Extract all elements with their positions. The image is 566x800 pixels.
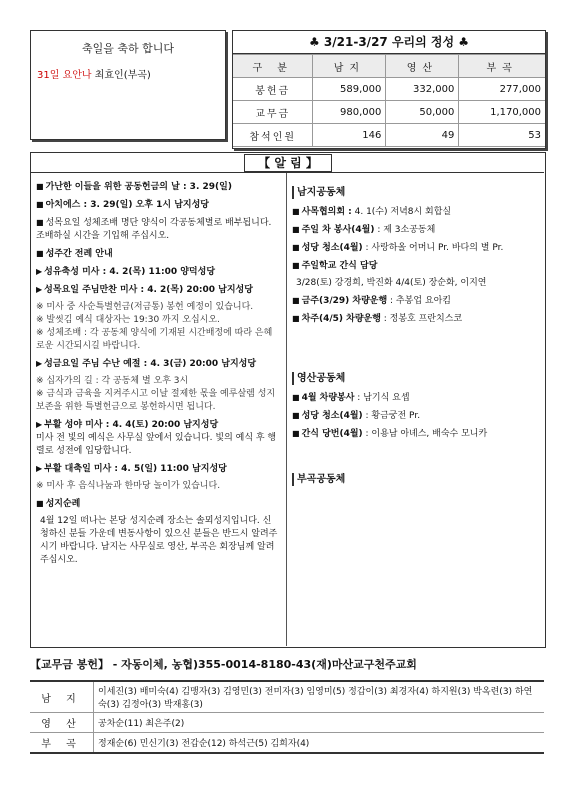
notice-text: 4월 12일 떠나는 본당 성지순례 장소는 솔뫼성지입니다. 신청하신 분들 가운데 변동사항이 있으신 분들은 반드시 알려주시기 바랍니다. 남지는 사무실로 영산, 부곡은 회장님께 알려주십시오.: [40, 516, 278, 565]
value-cell: 277,000: [459, 78, 545, 101]
notice-item: ▶ 성목요일 주님만찬 미사 : 4. 2(목) 20:00 남지성당: [36, 285, 253, 295]
notice-note: ※ 미사 후 음식나눔과 한마당 놀이가 있습니다.: [36, 481, 221, 491]
notice-text: 미사 전 빛의 예식은 사무실 앞에서 있습니다. 빛의 예식 후 행렬로 성전에 입당합니다.: [36, 433, 277, 456]
header-cell: 구 분: [233, 55, 313, 78]
row-label: 봉헌금: [233, 78, 313, 101]
donor-table: [30, 682, 544, 752]
donor-names: 정재순(6) 민신기(3) 전갑순(12) 하석근(5) 김희자(4): [94, 733, 545, 753]
value-cell: 332,000: [386, 78, 459, 101]
notice-item: ▶ 부활 성야 미사 : 4. 4(토) 20:00 남지성당: [36, 420, 219, 430]
donor-list: [30, 680, 544, 754]
donor-row: [30, 713, 544, 733]
value-cell: 980,000: [313, 101, 386, 124]
notice-note: ※ 발씻김 예식 대상자는 19:30 까지 오십시오.: [36, 315, 220, 325]
offering-table: [233, 54, 545, 147]
value-cell: 50,000: [386, 101, 459, 124]
value-cell: 589,000: [313, 78, 386, 101]
value-cell: 146: [313, 124, 386, 147]
donor-community: 남 지: [30, 682, 94, 713]
notice-item: ■ 사목협의회 : 4. 1(수) 저녁8시 회합실: [292, 207, 452, 217]
notice-item: ■ 성주간 전례 안내: [36, 249, 113, 259]
group-title-namji: 남지공동체: [292, 186, 540, 199]
row-label: 참석인원: [233, 124, 313, 147]
notice-item: ■ 성당 청소(4월) : 황금궁전 Pr.: [292, 411, 421, 421]
notice-item: ■ 주일 차 봉사(4월) : 제 3소공동체: [292, 225, 436, 235]
notice-item: ▶ 부활 대축일 미사 : 4. 5(일) 11:00 남지성당: [36, 464, 227, 474]
offering-title: ♣ 3/21-3/27 우리의 정성 ♣: [233, 31, 545, 54]
donor-names: 이세진(3) 배미숙(4) 김맹자(3) 김영민(3) 전미자(3) 임영미(5) 정갑이(3) 최경자(4) 하지원(3) 박옥련(3) 하연숙(3) 김정아(3) 박재홍(3): [98, 687, 533, 710]
notice-left-column: [36, 180, 280, 571]
donor-community: 영 산: [30, 713, 94, 733]
feast-day-entry: [37, 66, 225, 81]
notice-note: ※ 금식과 금육을 지켜주시고 이날 절제한 몫을 예루살렘 성지보존을 위한 특별헌금으로 봉헌하시면 됩니다.: [36, 389, 276, 412]
group-title-bugok: 부곡공동체: [292, 473, 540, 486]
notice-item: ■ 성목요일 성체조배 명단 양식이 각공동체별로 배부됩니다. 조배하실 시간을 기입해 주십시오.: [36, 218, 272, 241]
offering-row: [233, 78, 545, 101]
value-cell: 53: [459, 124, 545, 147]
offering-header-row: [233, 55, 545, 78]
notice-item: ■ 성당 청소(4월) : 사랑하올 어머니 Pr. 바다의 별 Pr.: [292, 243, 504, 253]
notice-right-column: [292, 180, 540, 492]
row-label: 교무금: [233, 101, 313, 124]
donor-names: 공차순(11) 최은주(2): [94, 713, 545, 733]
notice-note: ※ 십자가의 길 : 각 공동체 별 오후 3시: [36, 376, 189, 386]
notice-title: 【 알 림 】: [244, 154, 332, 172]
feast-day-title: 축일을 축하 합니다: [81, 42, 174, 55]
value-cell: 49: [386, 124, 459, 147]
offering-row: [233, 101, 545, 124]
notice-item: ■ 아치에스 : 3. 29(일) 오후 1시 남지성당: [36, 200, 209, 210]
donor-row: [30, 682, 544, 713]
notice-item: ■ 가난한 이들을 위한 공동헌금의 날 : 3. 29(일): [36, 182, 232, 192]
offering-row: [233, 124, 545, 147]
notice-item: ▶ 성유축성 미사 : 4. 2(목) 11:00 양덕성당: [36, 267, 216, 277]
offering-summary: [232, 30, 546, 149]
notice-item: ■ 주일학교 간식 담당: [292, 261, 378, 271]
bank-transfer-info: 【교무금 봉헌】 - 자동이체, 농협)355-0014-8180-43(재)마산교구천주교회: [30, 658, 417, 671]
donor-community: 부 곡: [30, 733, 94, 753]
notice-item: ■ 간식 당번(4월) : 이용남 아녜스, 배숙수 모니카: [292, 429, 488, 439]
notice-item: ■ 4월 차량봉사 : 남기식 요셉: [292, 393, 410, 403]
notice-note: ※ 미사 중 사순특별헌금(저금통) 봉헌 예정이 있습니다.: [36, 302, 254, 312]
header-cell: 영산: [386, 55, 459, 78]
column-divider: [286, 173, 287, 646]
feast-day-name: 최효인(부곡): [94, 70, 151, 81]
notice-item: ■ 성지순례: [36, 499, 81, 509]
value-cell: 1,170,000: [459, 101, 545, 124]
feast-day-box: [30, 30, 226, 140]
notice-item: ■ 차주(4/5) 차량운행 : 정봉호 프란치스코: [292, 314, 463, 324]
group-title-yeongsan: 영산공동체: [292, 372, 540, 385]
notice-text: 3/28(토) 강경희, 박진화 4/4(토) 장순화, 이지연: [296, 278, 487, 288]
notice-note: ※ 성체조배 : 각 공동체 양식에 기재된 시간배정에 따라 은혜로운 시간되시길 바랍니다.: [36, 328, 273, 351]
header-cell: 남지: [313, 55, 386, 78]
header-cell: 부곡: [459, 55, 545, 78]
notice-item: ▶ 성금요일 주님 수난 예절 : 4. 3(금) 20:00 남지성당: [36, 359, 257, 369]
feast-day-date: 31일 요안나: [37, 70, 92, 81]
donor-row: [30, 733, 544, 753]
notice-item: ■ 금주(3/29) 차량운행 : 추봉업 요아킴: [292, 296, 451, 306]
